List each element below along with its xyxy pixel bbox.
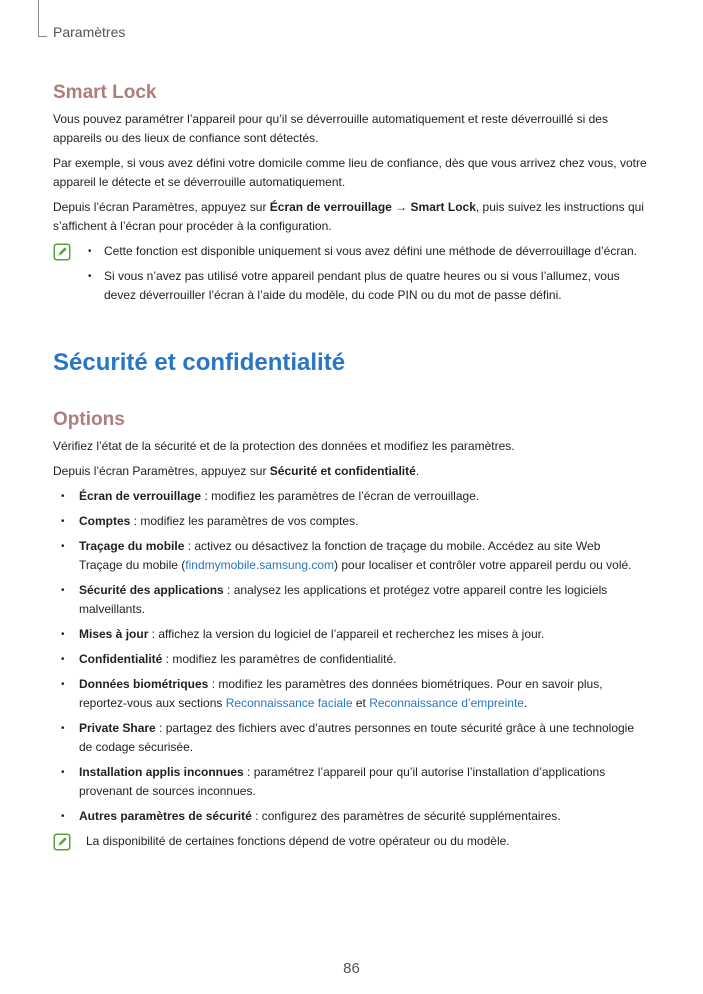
options-note-body: [86, 832, 647, 851]
p2-bold-security: Sécurité et confidentialité: [269, 464, 416, 478]
option-desc: : paramétrez l’appareil pour qu’il autorise l’installation d’applications provenant de sources inconnues.: [79, 765, 606, 798]
option-desc: : modifiez les paramètres de confidentialité.: [162, 652, 397, 666]
option-desc-2: et: [352, 696, 370, 710]
smart-lock-note-list: [86, 242, 647, 305]
option-term: Mises à jour: [79, 627, 149, 641]
note-pencil-icon: [53, 243, 71, 261]
option-term: Comptes: [79, 514, 131, 528]
smart-lock-note-body: [86, 242, 647, 311]
option-term: Installation applis inconnues: [79, 765, 244, 779]
p2-text-after: .: [415, 464, 420, 478]
smart-lock-paragraph-2: Par exemple, si vous avez défini votre domicile comme lieu de confiance, dès que vous arrivez chez vous, votre appareil le détecte et se déverrouille automatiquement.: [53, 156, 647, 189]
option-desc-3: .: [523, 696, 528, 710]
page-content: [53, 82, 647, 851]
option-term: Sécurité des applications: [79, 583, 224, 597]
list-item: [53, 807, 647, 826]
option-desc: : partagez des fichiers avec d’autres personnes en toute sécurité grâce à une technologie de codage sécurisée.: [79, 721, 635, 754]
list-item: [53, 675, 647, 713]
option-term: Confidentialité: [79, 652, 163, 666]
option-desc: : modifiez les paramètres de vos comptes.: [130, 514, 359, 528]
option-term: Données biométriques: [79, 677, 209, 691]
option-desc: : affichez la version du logiciel de l’appareil et recherchez les mises à jour.: [148, 627, 545, 641]
options-paragraph-2: [53, 462, 647, 481]
option-term: Private Share: [79, 721, 156, 735]
option-desc: : activez ou désactivez la fonction de traçage du mobile. Accédez au site Web Traçage du mobile (: [79, 539, 601, 572]
smart-lock-paragraph-3: [53, 198, 647, 236]
list-item: • Si vous n’avez pas utilisé votre appareil pendant plus de quatre heures ou si vous l’allumez, vous devez déverrouiller l’écran à l’aide du modèle, du code PIN ou du mot de passe défini.: [86, 267, 647, 305]
option-desc: : analysez les applications et protégez votre appareil contre les logiciels malveillants.: [79, 583, 608, 616]
smart-lock-note: [53, 242, 647, 311]
note-pencil-icon: [53, 833, 71, 851]
fingerprint-recognition-link[interactable]: Reconnaissance d’empreinte: [369, 696, 524, 710]
header-rule-horizontal: [38, 36, 47, 37]
list-item: [53, 537, 647, 575]
options-title: Options: [53, 409, 125, 430]
list-item: [53, 763, 647, 801]
face-recognition-link[interactable]: Reconnaissance faciale: [225, 696, 353, 710]
p2-text-before: Depuis l’écran Paramètres, appuyez sur: [53, 464, 270, 478]
page-number: 86: [343, 960, 360, 977]
option-term: Traçage du mobile: [79, 539, 185, 553]
p3-text-after: , puis suivez les instructions qui s’affichent à l’écran pour procéder à la configuration.: [53, 200, 644, 233]
smart-lock-paragraph-1: Vous pouvez paramétrer l’appareil pour qu’il se déverrouille automatiquement et reste déverrouillé si des appareils ou des lieux de confiance sont détectés.: [53, 112, 608, 145]
option-desc-2: ) pour localiser et contrôler votre appareil perdu ou volé.: [334, 558, 632, 572]
p3-arrow: →: [391, 200, 411, 214]
options-note-text: La disponibilité de certaines fonctions dépend de votre opérateur ou du modèle.: [86, 834, 510, 848]
header-rule-vertical: [38, 0, 39, 36]
page-header: Paramètres: [53, 24, 126, 40]
option-desc: : modifiez les paramètres de l’écran de verrouillage.: [201, 489, 480, 503]
section-title: Sécurité et confidentialité: [53, 349, 346, 376]
options-paragraph-1: Vérifiez l’état de la sécurité et de la protection des données et modifiez les paramètres.: [53, 439, 515, 453]
smart-lock-title: Smart Lock: [53, 82, 157, 103]
p3-bold-smart-lock: Smart Lock: [410, 200, 476, 214]
list-item: [53, 650, 647, 669]
list-item: • Cette fonction est disponible uniquement si vous avez défini une méthode de déverrouillage d’écran.: [86, 242, 647, 261]
option-term: Écran de verrouillage: [79, 489, 202, 503]
list-item: [53, 581, 647, 619]
list-item: [53, 487, 647, 506]
option-desc: : modifiez les paramètres des données biométriques. Pour en savoir plus, reportez-vous aux sections: [79, 677, 603, 710]
option-desc: : configurez des paramètres de sécurité supplémentaires.: [251, 809, 561, 823]
list-item: [53, 719, 647, 757]
list-item: [53, 625, 647, 644]
option-term: Autres paramètres de sécurité: [79, 809, 252, 823]
list-item: [53, 512, 647, 531]
options-list: [53, 487, 647, 826]
options-note: [53, 832, 647, 851]
p3-bold-lockscreen: Écran de verrouillage: [269, 200, 392, 214]
p3-text-before: Depuis l’écran Paramètres, appuyez sur: [53, 200, 270, 214]
findmymobile-link[interactable]: findmymobile.samsung.com: [185, 558, 335, 572]
